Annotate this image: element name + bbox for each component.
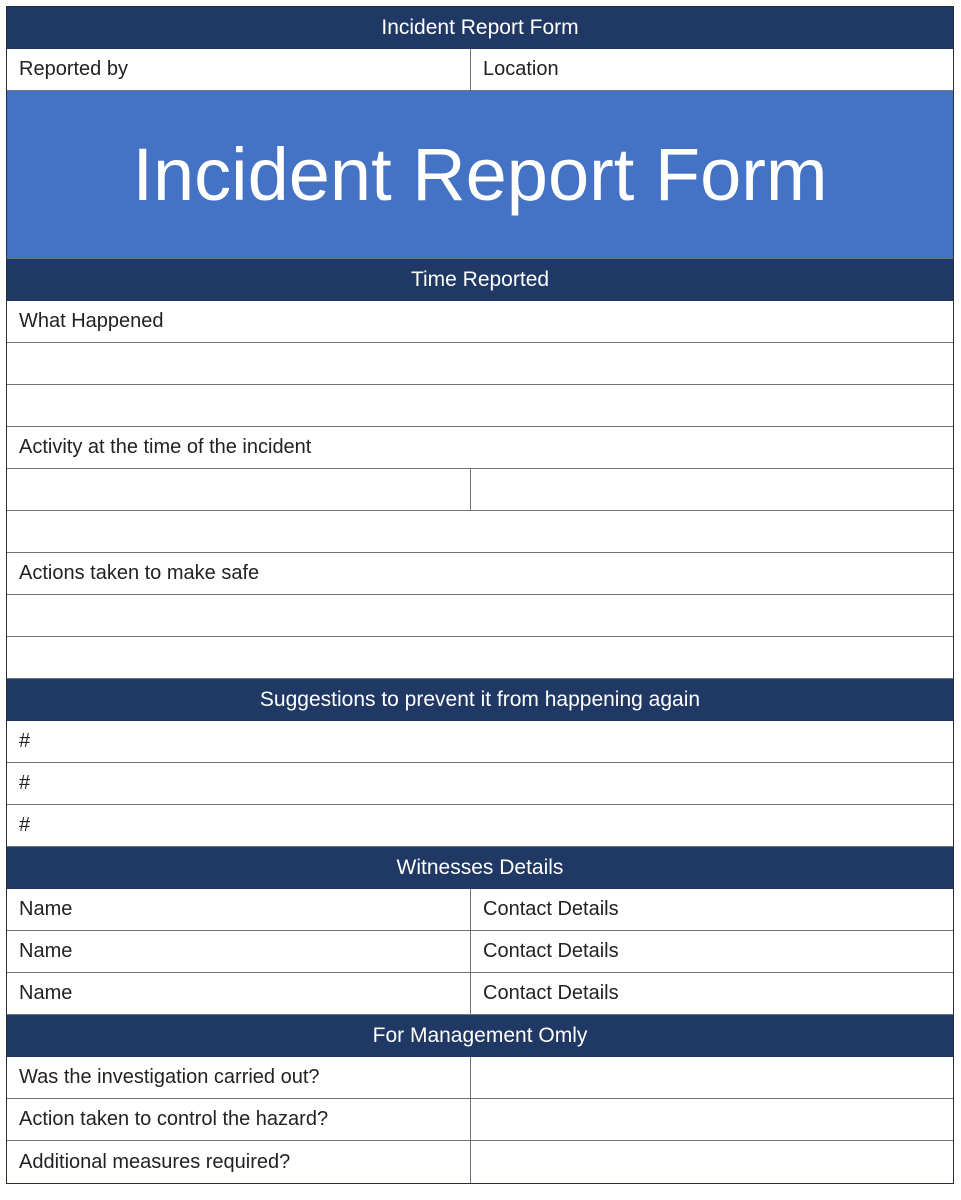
suggestions-header: Suggestions to prevent it from happening again — [7, 679, 953, 720]
actions-label: Actions taken to make safe — [19, 562, 260, 584]
suggestion-row — [7, 805, 953, 847]
time-reported-header: Time Reported — [7, 259, 953, 300]
actions-line-2[interactable] — [7, 637, 953, 679]
witness-name-field[interactable]: Name — [7, 889, 471, 930]
management-answer-field[interactable] — [471, 1141, 953, 1183]
activity-split-row — [7, 469, 953, 511]
witness-name-field[interactable]: Name — [7, 931, 471, 972]
incident-report-form — [6, 6, 954, 1184]
management-row — [7, 1057, 953, 1099]
what-happened-label: What Happened — [19, 310, 164, 332]
what-happened-line-1[interactable] — [7, 343, 953, 385]
what-happened-row — [7, 301, 953, 343]
activity-label: Activity at the time of the incident — [19, 436, 312, 458]
what-happened-line-2[interactable] — [7, 385, 953, 427]
top-header: Incident Report Form — [7, 7, 953, 48]
time-reported-row — [7, 259, 953, 301]
suggestion-row — [7, 763, 953, 805]
management-row — [7, 1099, 953, 1141]
management-question: Action taken to control the hazard? — [7, 1099, 471, 1140]
management-row — [7, 1141, 953, 1183]
blank-field[interactable] — [7, 637, 953, 678]
management-answer-field[interactable] — [471, 1057, 953, 1098]
blank-field[interactable] — [7, 595, 953, 636]
suggestion-row — [7, 721, 953, 763]
management-header: For Management Omly — [7, 1015, 953, 1056]
top-header-row — [7, 7, 953, 49]
activity-row — [7, 427, 953, 469]
location-field[interactable]: Location — [483, 58, 559, 80]
actions-line-1[interactable] — [7, 595, 953, 637]
management-question: Was the investigation carried out? — [7, 1057, 471, 1098]
witnesses-header-row — [7, 847, 953, 889]
management-answer-field[interactable] — [471, 1099, 953, 1140]
management-header-row — [7, 1015, 953, 1057]
witness-row — [7, 973, 953, 1015]
blank-field[interactable] — [7, 385, 953, 426]
witness-row — [7, 889, 953, 931]
activity-field-right[interactable] — [471, 469, 953, 510]
blank-field[interactable] — [7, 343, 953, 384]
reported-by-field[interactable]: Reported by — [7, 49, 471, 90]
activity-line[interactable] — [7, 511, 953, 553]
activity-field-left[interactable] — [7, 469, 471, 510]
witness-contact-field[interactable]: Contact Details — [483, 982, 619, 1004]
suggestion-field[interactable]: # — [19, 730, 31, 752]
suggestion-field[interactable]: # — [19, 772, 31, 794]
suggestions-header-row — [7, 679, 953, 721]
hero-title: Incident Report Form — [7, 91, 953, 259]
reporter-row — [7, 49, 953, 91]
witness-contact-field[interactable]: Contact Details — [483, 898, 619, 920]
management-question: Additional measures required? — [7, 1141, 471, 1183]
witness-contact-field[interactable]: Contact Details — [483, 940, 619, 962]
witness-name-field[interactable]: Name — [7, 973, 471, 1014]
blank-field[interactable] — [7, 511, 953, 552]
actions-row — [7, 553, 953, 595]
witnesses-header: Witnesses Details — [7, 847, 953, 888]
witness-row — [7, 931, 953, 973]
suggestion-field[interactable]: # — [19, 814, 31, 836]
